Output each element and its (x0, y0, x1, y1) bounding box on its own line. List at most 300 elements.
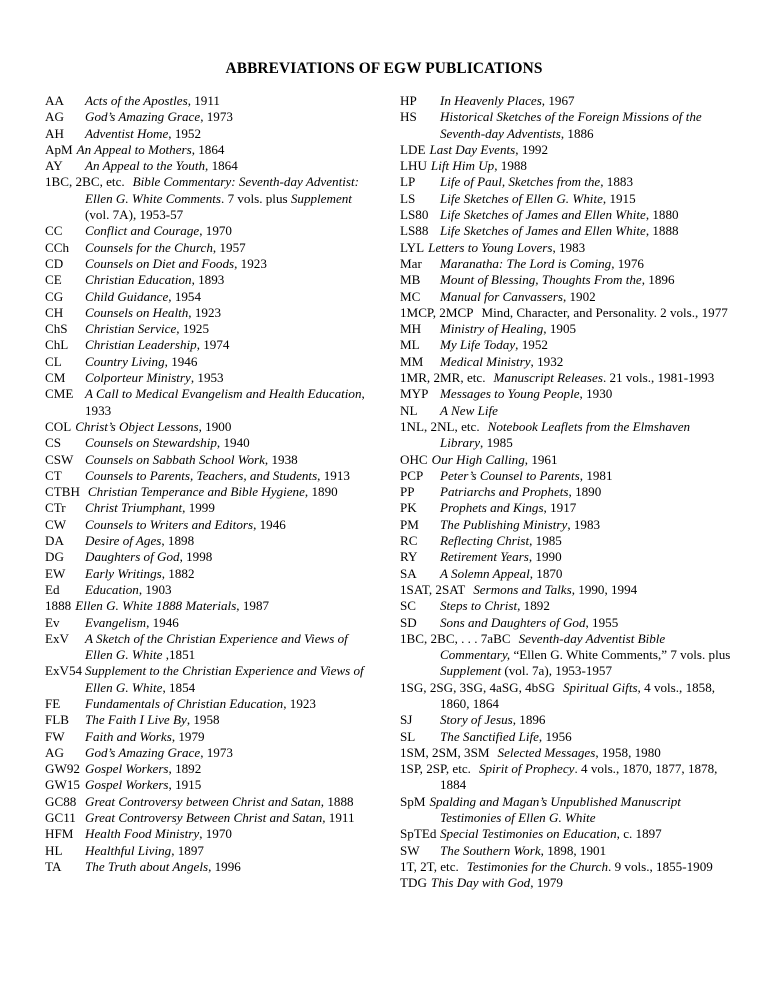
publication-title: A Call to Medical Evangelism and Health Education (85, 386, 362, 402)
publication-title: Spirit of Prophecy (478, 761, 575, 777)
abbreviation-code: SA (400, 565, 417, 581)
abbreviation-entry (400, 256, 735, 272)
abbreviation-code: TDG (400, 875, 427, 891)
publication-details: , 1973 (200, 744, 233, 760)
publication-title: Bible Commentary: Seventh-day Adventist: Ellen G. White Comments (85, 174, 359, 206)
abbreviation-entry (45, 631, 375, 664)
abbreviation-entry (45, 126, 375, 142)
publication-details: . 4 vols., 1870, 1877, 1878, 1884 (440, 761, 718, 793)
abbreviation-entry (45, 223, 375, 239)
abbreviation-description (473, 582, 637, 597)
abbreviation-code: ChL (45, 337, 69, 353)
publication-details: , 1958, 1980 (595, 744, 661, 760)
publication-details: , 1957 (212, 239, 246, 255)
abbreviation-code: CME (45, 386, 74, 402)
abbreviation-entry (400, 566, 735, 582)
abbreviation-entry (400, 386, 735, 402)
abbreviation-entry (400, 500, 735, 516)
abbreviation-code: CCh (45, 239, 70, 255)
publication-details: , 1956 (538, 728, 572, 744)
publication-title: Ellen G. White 1888 Materials, (75, 598, 240, 614)
publication-title: Peter’s Counsel to Parents (440, 467, 580, 483)
abbreviation-code: AY (45, 158, 63, 174)
abbreviation-entry (45, 696, 375, 712)
abbreviation-entry (400, 794, 735, 827)
abbreviation-code: LS (400, 190, 416, 206)
publication-title: Christ’s Object Lessons (75, 418, 199, 434)
publication-title: Great Controversy Between Christ and Satan, (85, 810, 326, 826)
abbreviation-description (88, 484, 338, 499)
abbreviation-entry (400, 875, 735, 891)
abbreviation-description (498, 745, 661, 760)
publication-details: , 1946 (164, 353, 198, 369)
publication-title: God’s Amazing Grace (85, 109, 201, 125)
publication-title: An Appeal to Mothers (76, 141, 192, 157)
abbreviation-entry (400, 826, 735, 842)
publication-details: , 1979 (530, 875, 563, 891)
abbreviation-code: 1NL, 2NL, etc. (400, 418, 480, 434)
abbreviation-code: OHC (400, 451, 428, 467)
publication-details: , 1880 (645, 207, 679, 223)
publication-details: , 1998 (179, 549, 213, 565)
publication-details: , 1890 (568, 484, 602, 500)
abbreviation-entry (400, 158, 735, 174)
abbreviation-code: RC (400, 533, 418, 549)
abbreviation-description (440, 761, 717, 792)
publication-title: Gospel Workers (85, 761, 169, 777)
abbreviation-code: Ev (45, 614, 60, 630)
publication-details: , 1882 (161, 565, 195, 581)
publication-details: , 1955 (585, 614, 619, 630)
abbreviation-code: 1SG, 2SG, 3SG, 4aSG, 4bSG (400, 679, 555, 695)
publication-details: . 9 vols., 1855-1909 (608, 858, 713, 874)
publication-details: , 1970 (199, 223, 232, 239)
publication-details: , 1930 (579, 386, 613, 402)
publication-details: ,1851 (162, 647, 196, 663)
publication-title: Reflecting Christ (440, 533, 530, 549)
abbreviation-entry (45, 500, 375, 516)
publication-details: 1987 (239, 598, 270, 614)
abbreviation-entry (400, 419, 735, 452)
abbreviation-entry (45, 386, 375, 419)
abbreviation-code: RY (400, 549, 418, 565)
publication-title: Maranatha: The Lord is Coming (440, 255, 612, 271)
abbreviation-code: LS80 (400, 207, 429, 223)
publication-details: , 1952 (515, 337, 548, 353)
abbreviation-entry (400, 680, 735, 713)
abbreviation-code: SpM (400, 793, 426, 809)
publication-title: Conflict and Courage (85, 223, 200, 239)
publication-title: This Day with God (430, 875, 531, 891)
right-column (400, 93, 735, 892)
abbreviation-entry (400, 615, 735, 631)
publication-title: Special Testimonies on Education (440, 826, 617, 842)
abbreviation-entry (45, 549, 375, 565)
abbreviation-code: GW15 (45, 777, 80, 793)
abbreviation-code: GC11 (45, 810, 76, 826)
publication-details: , 1976 (611, 255, 644, 271)
abbreviation-code: 1MR, 2MR, etc. (400, 370, 486, 386)
abbreviation-code: FE (45, 695, 61, 711)
publication-details: , 1886 (560, 125, 594, 141)
abbreviation-code: COL (45, 418, 72, 434)
abbreviation-entry (45, 321, 375, 337)
publication-title: Counsels to Writers and Editors (85, 516, 254, 532)
abbreviation-entry (45, 468, 375, 484)
abbreviation-code: CM (45, 370, 66, 386)
publication-title: Christian Service (85, 321, 177, 337)
publication-title: Messages to Young People (440, 386, 580, 402)
publication-title: God’s Amazing Grace (85, 744, 201, 760)
abbreviation-entry (45, 256, 375, 272)
abbreviation-entry (45, 272, 375, 288)
abbreviation-entry (400, 354, 735, 370)
publication-title: Manuscript Releases (493, 370, 603, 386)
publication-title: Health Food Ministry (85, 826, 200, 842)
publication-details: (vol. 7a), 1953-1957 (501, 663, 613, 679)
publication-title: Counsels on Health (85, 304, 189, 320)
abbreviation-code: 1BC, 2BC, etc. (45, 174, 125, 190)
publication-title: Supplement to the Christian Experience and Views of Ellen G. White (85, 663, 364, 695)
publication-title: Testimonies for the Church (466, 858, 609, 874)
publication-details: , 1890 (304, 484, 338, 500)
abbreviation-entry (400, 305, 735, 321)
abbreviation-code: ExV54 (45, 663, 83, 679)
abbreviation-code: NL (400, 402, 418, 418)
abbreviation-entry (45, 566, 375, 582)
abbreviation-entry (45, 93, 375, 109)
abbreviation-entry (400, 142, 735, 158)
publication-details: , 1917 (543, 500, 577, 516)
publication-title: Patriarchs and Prophets (440, 484, 569, 500)
abbreviation-code: 1SAT, 2SAT (400, 581, 466, 597)
publication-title: Counsels to Parents, Teachers, and Students (85, 467, 318, 483)
publication-title: Prophets and Kings (440, 500, 544, 516)
abbreviation-code: ApM (45, 141, 73, 157)
abbreviation-code: CTBH (45, 484, 80, 500)
abbreviation-code: 1T, 2T, etc. (400, 858, 459, 874)
publication-title: My Life Today (440, 337, 516, 353)
abbreviation-entry (400, 729, 735, 745)
abbreviation-code: CW (45, 516, 67, 532)
publication-details: , 1990 (528, 549, 562, 565)
abbreviation-entry (45, 777, 375, 793)
publication-details: , 1983 (552, 239, 586, 255)
abbreviation-description (482, 305, 728, 320)
abbreviation-entry (45, 452, 375, 468)
abbreviation-code: 1SP, 2SP, etc. (400, 761, 471, 777)
publication-details: , c. 1897 (616, 826, 662, 842)
publication-details: , 1898 (161, 533, 195, 549)
abbreviation-entry (400, 582, 735, 598)
publication-details: , 1973 (200, 109, 233, 125)
abbreviation-code: SW (400, 842, 420, 858)
abbreviation-code: MB (400, 272, 421, 288)
publication-title: Notebook Leaflets from the Elmshaven Library (440, 418, 691, 451)
abbreviation-code: 1BC, 2BC, . . . 7aBC (400, 630, 511, 646)
abbreviation-entry (45, 484, 375, 500)
abbreviation-entry (400, 549, 735, 565)
abbreviation-code: FW (45, 728, 65, 744)
publication-title: Gospel Workers (85, 777, 169, 793)
abbreviation-entry (45, 533, 375, 549)
publication-title: The Truth about Angels (85, 858, 209, 874)
abbreviation-code: MC (400, 288, 421, 304)
abbreviation-code: DA (45, 533, 64, 549)
publication-details: , 1970 (199, 826, 232, 842)
publication-title: The Sanctified Life (440, 728, 539, 744)
abbreviation-code: CH (45, 304, 64, 320)
publication-details: 1888 (324, 793, 354, 809)
publication-title: Seventh-day Adventist Bible Commentary, (440, 630, 666, 663)
abbreviation-code: Mar (400, 255, 422, 271)
abbreviation-code: 1SM, 2SM, 3SM (400, 744, 490, 760)
abbreviation-code: CC (45, 223, 63, 239)
publication-title: The Southern Work (440, 842, 541, 858)
abbreviation-code: SL (400, 728, 416, 744)
publication-details: , 1953 (190, 370, 224, 386)
abbreviation-entry (45, 615, 375, 631)
abbreviation-code: HP (400, 93, 417, 108)
publication-title: Fundamentals of Christian Education (85, 695, 284, 711)
abbreviation-entry (45, 582, 375, 598)
publication-title: Christ Triumphant (85, 500, 183, 516)
abbreviation-entry (400, 468, 735, 484)
abbreviation-code: AA (45, 93, 64, 108)
publication-title: Faith and Works (85, 728, 172, 744)
publication-details: , 1996 (208, 858, 241, 874)
publication-details: , 1954 (168, 288, 202, 304)
publication-title: Story of Jesus (440, 712, 513, 728)
abbreviation-entry (400, 533, 735, 549)
publication-title: Christian Temperance and Bible Hygiene (87, 484, 305, 500)
publication-title: Sermons and Talks (473, 581, 572, 597)
abbreviation-code: GC88 (45, 793, 77, 809)
abbreviation-code: PM (400, 516, 419, 532)
publication-details: , 1915 (168, 777, 202, 793)
publication-title: Child Guidance (85, 288, 169, 304)
publication-title: Early Writings (85, 565, 162, 581)
abbreviation-code: HS (400, 109, 417, 125)
abbreviation-entry (400, 337, 735, 353)
publication-title: Desire of Ages (85, 533, 162, 549)
publication-title: Sons and Daughters of God (440, 614, 586, 630)
abbreviation-code: CTr (45, 500, 66, 516)
publication-details: , 1915 (602, 190, 636, 206)
abbreviation-entry (45, 712, 375, 728)
abbreviation-entry (400, 712, 735, 728)
publication-details: , 1992 (515, 141, 549, 157)
publication-title: An Appeal to the Youth (85, 158, 206, 174)
publication-details: , 1990, 1994 (571, 581, 638, 597)
abbreviation-entry (400, 240, 735, 256)
publication-details: , 1974 (196, 337, 230, 353)
abbreviation-entry (400, 598, 735, 614)
publication-details: , 1854 (162, 679, 196, 695)
publication-title: Education (85, 581, 139, 597)
publication-details: , 1896 (641, 272, 675, 288)
abbreviation-entry (45, 370, 375, 386)
publication-details: , 1946 (146, 614, 179, 630)
publication-title: Life of Paul, Sketches from the (440, 174, 601, 190)
abbreviation-code: LS88 (400, 223, 429, 239)
abbreviation-code: SpTEd (400, 826, 437, 842)
abbreviation-entry (400, 109, 735, 142)
abbreviation-code: CG (45, 288, 64, 304)
abbreviation-entry (400, 403, 735, 419)
publication-details: , 1893 (191, 272, 225, 288)
publication-title: The Publishing Ministry (440, 516, 568, 532)
publication-title: Counsels on Sabbath School Work (85, 451, 265, 467)
publication-details: 1911 (325, 810, 355, 826)
publication-details: , 1925 (176, 321, 210, 337)
publication-details: , 1983 (567, 516, 601, 532)
abbreviation-entry (400, 745, 735, 761)
abbreviation-description (467, 859, 713, 874)
publication-title: Life Sketches of James and Ellen White (440, 207, 646, 223)
abbreviation-code: SJ (400, 712, 413, 728)
abbreviation-code: SC (400, 598, 417, 614)
publication-details: , 1932 (530, 353, 564, 369)
publication-title: A Sketch of the Christian Experience and Views of Ellen G. White (85, 630, 348, 663)
publication-details: , 1902 (562, 288, 596, 304)
publication-title: Supplement (290, 190, 352, 206)
publication-details: , 1883 (600, 174, 633, 190)
abbreviation-code: CS (45, 435, 62, 451)
abbreviation-entry (400, 843, 735, 859)
publication-details: , 1923 (188, 304, 222, 320)
abbreviation-entry (45, 663, 375, 696)
publication-details: , 1967 (541, 93, 575, 108)
abbreviation-entry (400, 452, 735, 468)
abbreviation-code: PP (400, 484, 415, 500)
publication-title: Lift Him Up (430, 158, 495, 174)
abbreviation-code: 1888 (45, 598, 72, 614)
publication-details: , 1923 (234, 255, 267, 271)
abbreviation-entry (400, 289, 735, 305)
abbreviation-code: PK (400, 500, 417, 516)
publication-title: The Faith I Live By (85, 712, 187, 728)
abbreviation-entry (45, 517, 375, 533)
publication-title: A New Life (440, 402, 498, 418)
abbreviation-code: HL (45, 842, 63, 858)
left-column (45, 93, 375, 875)
publication-title: Counsels on Stewardship (85, 435, 217, 451)
abbreviation-code: CSW (45, 451, 74, 467)
publication-title: Acts of the Apostles (85, 93, 188, 108)
publication-title: Supplement (440, 663, 502, 679)
publication-details: , 1888 (645, 223, 679, 239)
abbreviation-code: Ed (45, 581, 60, 597)
publication-title: Evangelism (85, 614, 147, 630)
abbreviation-code: LHU (400, 158, 427, 174)
publication-title: Letters to Young Lovers (428, 239, 553, 255)
publication-details: , 1892 (168, 761, 202, 777)
publication-details: , 1979 (171, 728, 205, 744)
abbreviation-code: EW (45, 565, 66, 581)
publication-details: “Ellen G. White Comments,” 7 vols. plus (510, 647, 731, 663)
publication-title: Medical Ministry (440, 353, 531, 369)
publication-title: Spalding and Magan’s Unpublished Manuscript Testimonies of Ellen G. White (429, 793, 681, 826)
publication-title: Steps to Christ (440, 598, 518, 614)
publication-title: Adventist Home (85, 125, 169, 141)
publication-title: Healthful Living (85, 842, 172, 858)
publication-details: , 1985 (480, 435, 513, 451)
publication-details: (vol. 7A), 1953-57 (85, 207, 184, 223)
publication-details: , 1985 (529, 533, 562, 549)
abbreviation-code: ChS (45, 321, 68, 337)
page-title: ABBREVIATIONS OF EGW PUBLICATIONS (225, 60, 543, 77)
abbreviation-entry (45, 289, 375, 305)
abbreviation-entry (400, 223, 735, 239)
abbreviation-code: TA (45, 858, 62, 874)
publication-title: Last Day Events (429, 141, 516, 157)
abbreviation-code: LP (400, 174, 416, 190)
abbreviation-entry (45, 109, 375, 125)
abbreviation-code: GW92 (45, 761, 80, 777)
publication-details: , 1988 (494, 158, 527, 174)
publication-details: . 7 vols. plus (221, 190, 291, 206)
publication-title: Christian Education (85, 272, 192, 288)
abbreviation-entry (45, 435, 375, 451)
publication-details: , 1864 (205, 158, 238, 174)
abbreviation-entry (400, 484, 735, 500)
publication-details: , 1940 (216, 435, 250, 451)
publication-details: , 1938 (264, 451, 298, 467)
abbreviation-code: CD (45, 255, 64, 271)
abbreviation-entry (45, 142, 375, 158)
publication-details: , 1903 (138, 581, 172, 597)
publication-title: Counsels for the Church (85, 239, 213, 255)
abbreviation-entry (45, 761, 375, 777)
abbreviation-entry (400, 761, 735, 794)
publication-title: Daughters of God (85, 549, 180, 565)
abbreviation-entry (400, 859, 735, 875)
abbreviation-entry (400, 191, 735, 207)
abbreviation-entry (400, 272, 735, 288)
abbreviation-entry (45, 337, 375, 353)
publication-details: , 1864 (191, 141, 225, 157)
publication-title: Colporteur Ministry (85, 370, 191, 386)
abbreviation-code: MM (400, 353, 424, 369)
abbreviation-entry (400, 321, 735, 337)
abbreviation-entry (45, 240, 375, 256)
publication-title: In Heavenly Places (440, 93, 542, 108)
publication-title: Life Sketches of James and Ellen White (440, 223, 646, 239)
publication-details: 4 vols., 1858, 1860, 1864 (440, 679, 716, 711)
publication-details: , 1981 (579, 467, 613, 483)
publication-details: , 1911 (187, 93, 220, 108)
publication-title: Manual for Canvassers (440, 288, 563, 304)
abbreviation-code: MYP (400, 386, 429, 402)
abbreviation-entry (400, 631, 735, 680)
abbreviation-entry (45, 729, 375, 745)
abbreviation-code: AH (45, 125, 64, 141)
publication-title: Retirement Years (440, 549, 529, 565)
publication-title: A Solemn Appeal (440, 565, 530, 581)
abbreviation-code: HFM (45, 826, 74, 842)
abbreviation-entry (400, 207, 735, 223)
publication-details: , 1897 (171, 842, 204, 858)
abbreviation-entry (45, 174, 375, 223)
publication-title: Spiritual Gifts, (562, 679, 641, 695)
abbreviation-code: AG (45, 744, 64, 760)
abbreviation-entry (400, 517, 735, 533)
publication-title: Historical Sketches of the Foreign Missions of the Seventh-day Adventists (440, 109, 702, 141)
abbreviation-code: CL (45, 353, 62, 369)
publication-details: , 1896 (512, 712, 546, 728)
publication-title: Christian Leadership (85, 337, 197, 353)
